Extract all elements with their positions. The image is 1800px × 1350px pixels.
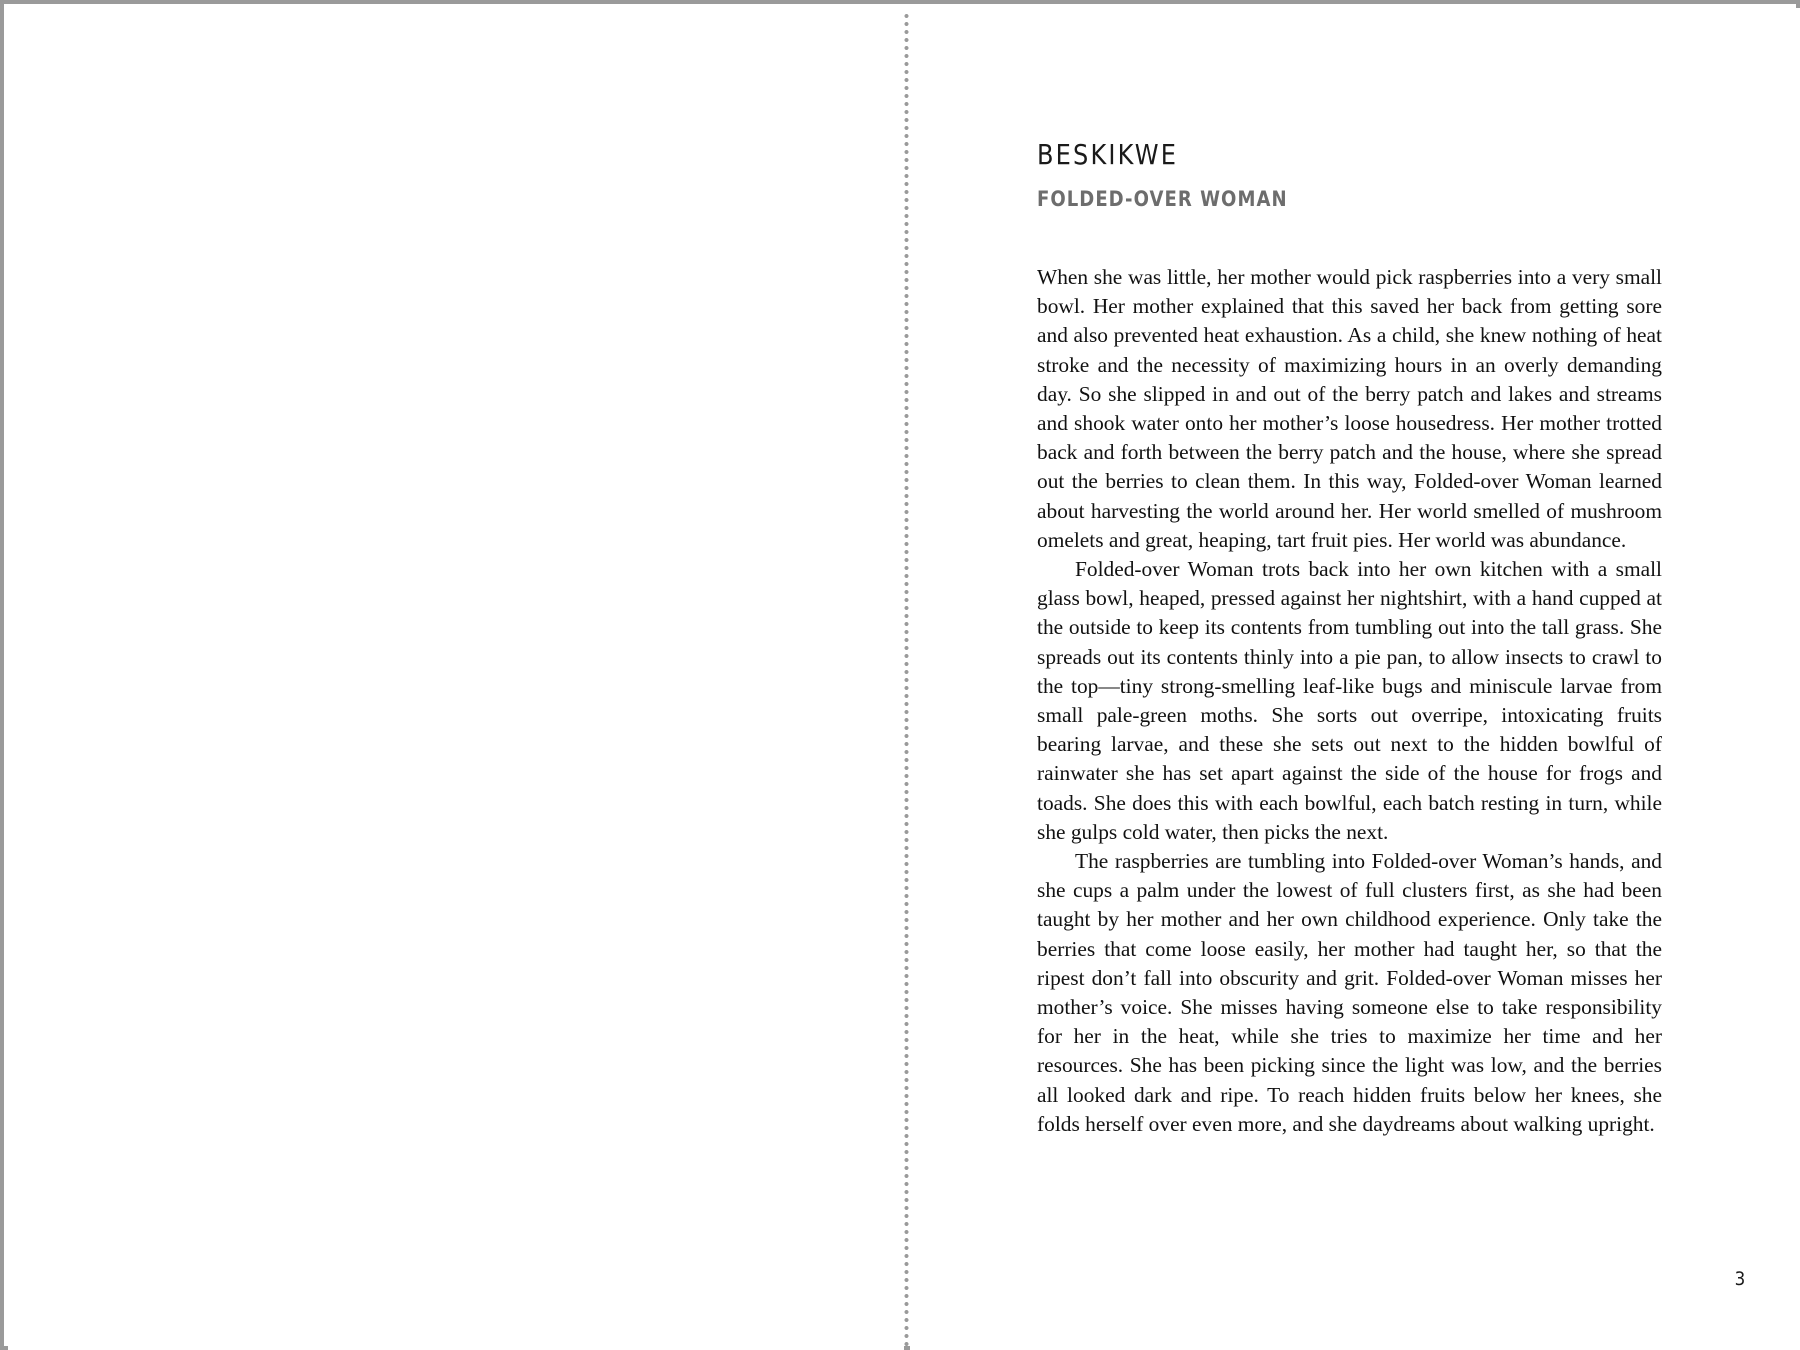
- paragraph: Folded-over Woman trots back into her own kitchen with a small glass bowl, heaped, pressed against her nightshirt, with a hand cupped at the outside to keep its contents from tumbling out into the tall grass. She spreads out its contents thinly into a pie pan, to allow insects to crawl to the top—tiny strong-smelling leaf-like bugs and miniscule larvae from small pale-green moths. She sorts out overripe, intoxicating fruits bearing larvae, and these she sets out next to the hidden bowlful of rainwater she has set apart against the side of the house for frogs and toads. She does this with each bowlful, each batch resting in turn, while she gulps cold water, then picks the next.: [1037, 557, 1662, 844]
- left-page-blank: [8, 8, 904, 1350]
- chapter-subtitle: FOLDED-OVER WOMAN: [1037, 187, 1288, 211]
- page-number: 3: [1734, 1268, 1746, 1290]
- body-text: [1037, 263, 1662, 1139]
- paragraph: When she was little, her mother would pick raspberries into a very small bowl. Her mother explained that this saved her back from getting sore and also prevented heat exhaustion. As a child, she knew nothing of heat stroke and the necessity of maximizing hours in an overly demanding day. So she slipped in and out of the berry patch and lakes and streams and shook water onto her mother’s loose housedress. Her mother trotted back and forth between the berry patch and the house, where she spread out the berries to clean them. In this way, Folded-over Woman learned about harvesting the world around her. Her world smelled of mushroom omelets and great, heaping, tart fruit pies. Her world was abundance.: [1037, 265, 1662, 552]
- paragraph: The raspberries are tumbling into Folded-over Woman’s hands, and she cups a palm under the lowest of full clusters first, as she had been taught by her mother and her own childhood experience. Only take the berries that come loose easily, her mother had taught her, so that the ripest don’t fall into obscurity and grit. Folded-over Woman misses her mother’s voice. She misses having someone else to take responsibility for her in the heat, while she tries to maximize her time and her resources. She has been picking since the light was low, and the berries all looked dark and ripe. To reach hidden fruits below her knees, she folds herself over even more, and she daydreams about walking upright.: [1037, 849, 1662, 1136]
- chapter-title: BESKIKWE: [1037, 138, 1179, 171]
- page-gutter-divider: [904, 12, 909, 1347]
